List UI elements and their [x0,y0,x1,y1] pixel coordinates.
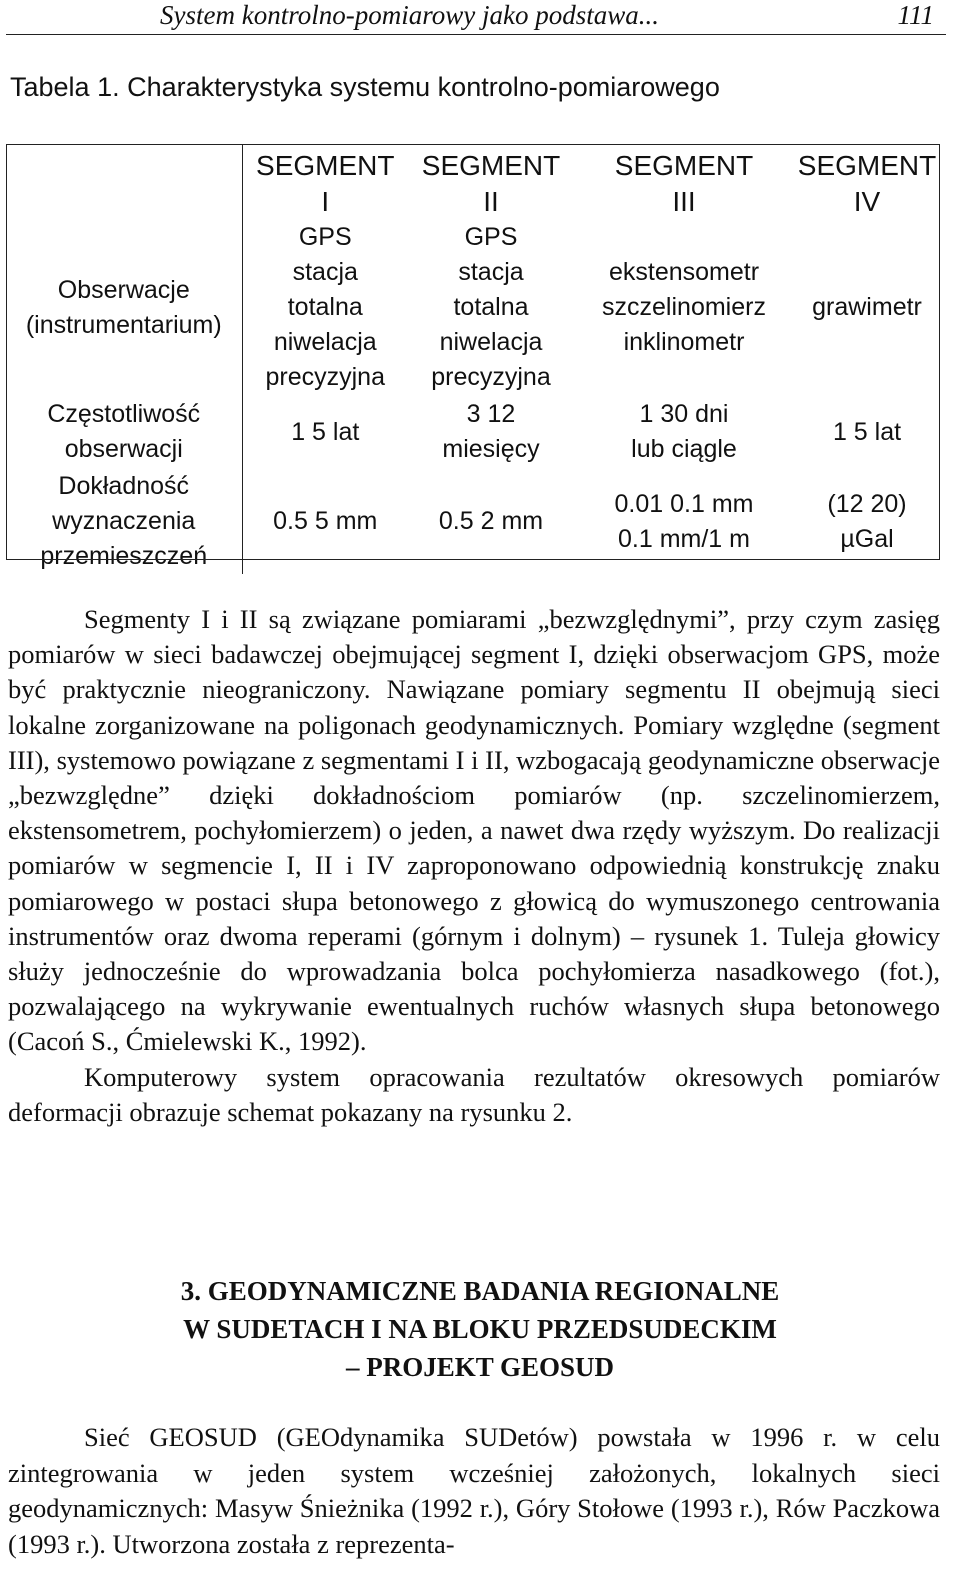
cell-line: 0.5 5 mm [273,507,378,535]
cell-line: stacja [458,258,524,286]
cell-line: precyzyjna [265,363,385,391]
section-heading-line: W SUDETACH I NA BLOKU PRZEDSUDECKIM [183,1314,777,1344]
table-row-frequency [6,395,940,469]
body-text [8,602,940,1130]
cell-line: stacja [292,258,358,286]
table-caption: Tabela 1. Charakterystyka systemu kontrolno-pomiarowego [10,72,720,102]
header-line: I [321,186,330,217]
cell-line: 0.01 0.1 mm [614,489,754,518]
table-row-observations [6,220,940,395]
header-segment-2 [408,144,574,220]
header-segment-1 [242,144,408,220]
cell-line: ekstensometr [608,258,760,286]
cell-line: µGal [840,524,894,553]
section-heading [0,1272,960,1386]
row-label-line: wyznaczenia [52,507,196,535]
section-heading-line: 3. GEODYNAMICZNE BADANIA REGIONALNE [180,1276,780,1306]
cell-observations-seg3 [574,220,794,395]
header-line: SEGMENT [421,150,561,181]
row-label-line: Dokładność [58,472,190,500]
paragraph: Komputerowy system opracowania rezultatów okresowych pomiarów deformacji obrazuje schemat pokazany na rysunku 2. [8,1061,940,1127]
cell-line: 3 12 [466,400,516,428]
cell-accuracy-seg1 [242,469,408,574]
cell-frequency-seg2 [408,395,574,469]
cell-accuracy-seg3 [574,469,794,574]
cell-accuracy-seg2 [408,469,574,574]
cell-line: miesięcy [442,435,540,463]
cell-line: 1 5 lat [291,417,360,446]
row-label-line: Obserwacje [57,275,190,304]
cell-line: totalna [453,293,529,321]
cell-line: GPS [464,223,518,251]
cell-line: 1 5 lat [832,417,902,446]
row-label-line: obserwacji [64,435,183,463]
row-label-accuracy [6,469,242,574]
cell-line: grawimetr [812,293,922,321]
closing-text [8,1420,940,1562]
cell-line: niwelacja [273,328,377,356]
row-label-line: Częstotliwość [47,400,201,428]
paragraph: Sieć GEOSUD (GEOdynamika SUDetów) powstała w 1996 r. w celu zintegrowania w jeden system wcześniej założonych, lokalnych sieci geodynamicznych: Masyw Śnieżnika (1992 r.), Góry Stołowe (1993 r.), Rów Paczkowa (1993 r.). Utworzona została z reprezenta- [8,1422,940,1559]
corner-cell [6,144,242,220]
section-heading-line: – PROJEKT GEOSUD [345,1352,615,1382]
cell-line: 1 30 dni [639,400,729,428]
cell-line: GPS [298,223,352,251]
row-label-line: (instrumentarium) [25,310,222,339]
table-row-accuracy [6,469,940,574]
cell-line: inklinometr [623,328,745,356]
table-header-row [6,144,940,220]
paragraph: Segmenty I i II są związane pomiarami „bezwzględnymi”, przy czym zasięg pomiarów w sieci badawczej obejmującej segment I, dzięki obserwacjom GPS, może być praktycznie nieograniczony. Nawiązane pomiary segmentu II obejmują sieci lokalne zorganizowane na poligonach geodynamicznych. Pomiary względne (segment III), systemowo powiązane z segmentami I i II, wzbogacają geodynamiczne obserwacje „bezwzględne” dzięki dokładnościom pomiarów (np. szczelinomierzem, ekstensometrem, pochyłomierzem) o jeden, a nawet dwa rzędy wyższym. Do realizacji pomiarów w segmencie I, II i IV zaproponowano odpowiednią konstrukcję znaku pomiarowego w postaci słupa betonowego z głowicą do wymuszonego centrowania instrumentów oraz dwoma reperami (górnym i dolnym) – rysunek 1. Tuleja głowicy służy jednocześnie do wprowadzania bolca pochyłomierza nasadkowego (fot.), pozwalającego na wykrywanie ewentualnych ruchów własnych słupa betonowego (Cacoń S., Ćmielewski K., 1992). [8,604,940,1057]
cell-line: szczelinomierz [602,293,766,321]
cell-line: 0.5 2 mm [438,507,544,535]
row-label-frequency [6,395,242,469]
cell-observations-seg4 [794,220,940,395]
running-head [6,0,946,35]
cell-frequency-seg4 [794,395,940,469]
header-segment-3 [574,144,794,220]
header-line: SEGMENT [797,150,937,181]
cell-observations-seg1 [242,220,408,395]
page-number: 111 [897,0,934,30]
row-label-line: przemieszczeń [40,542,208,570]
cell-line: totalna [287,293,363,321]
header-segment-4 [794,144,940,220]
cell-accuracy-seg4 [794,469,940,574]
header-line: III [672,186,696,217]
header-line: IV [853,186,881,217]
cell-line: (12 20) [827,489,907,518]
running-head-title: System kontrolno-pomiarowy jako podstawa... [160,0,659,30]
header-line: SEGMENT [614,150,754,181]
header-line: SEGMENT [256,150,395,181]
row-label-observations [6,220,242,395]
characteristics-table [6,144,941,574]
cell-line: niwelacja [439,328,543,356]
cell-line: precyzyjna [431,363,551,391]
cell-frequency-seg1 [242,395,408,469]
cell-observations-seg2 [408,220,574,395]
cell-line: lub ciągle [631,435,737,463]
cell-frequency-seg3 [574,395,794,469]
header-line: II [483,186,499,217]
cell-line: 0.1 mm/1 m [618,524,750,553]
